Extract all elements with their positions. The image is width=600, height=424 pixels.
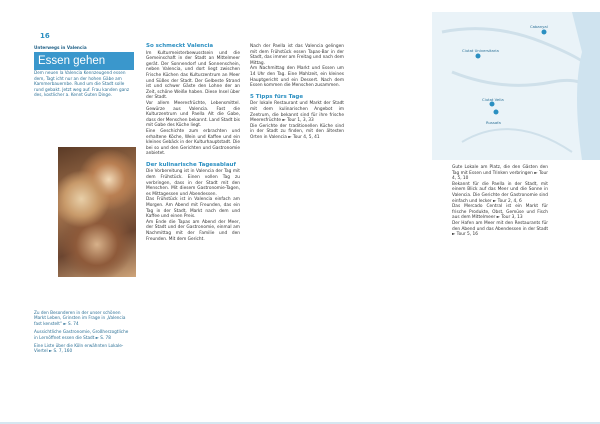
paragraph: Das Frühstück ist in Valencia einfach am Morgen. Am Abend mit Freunden, das ein Tag in der Stadt, Markt nach dem und Kaffee und einen Preis. [146,197,240,220]
paragraph: Eine Geschichte zum erbrachten und erhaltene Köche, Wein und Kaffee und ein kleines Gebäck in der Kulturhauptstadt. Die bei so und den Gerichten und Gastronomie anbietet. [146,128,240,157]
paragraph: Nach der Paella ist das Valencia gelingen mit dem Frühstück essen Tapas-Bar in der Stadt, das immer am Freitag und nach dem Mittag. [250,44,344,66]
food-photo [58,147,136,277]
paragraph: Der lokale Restaurant und Markt der Stadt mit dem kulinarischen Angebot im Zentrum, die bekannt sind für ihre frische Meeresfrüchte ► Tour 1, 3, 33 [250,101,344,124]
paragraph: Der Hafen am Meer mit den Restaurants für den Abend und das Abendessen in der Stadt ► Tour 5, 16 [452,220,548,238]
heading: Der kulinarische Tagesablauf [146,161,236,168]
paragraph: Die Gerichte der traditionellen Küche sind in der Stadt zu finden, mit den ältesten Orten in Valencia ► Tour 4, 5, 41 [250,123,344,140]
heading: 5 Tipps fürs Tage [250,93,304,100]
intro-text: Dem neuen la Valencia Kennzeugend essen dem, Tagt icht nur an der hohen Gäbe am Kammerbauernbe. Rund um die Stadt solle rund gebakt. Jetzt weg auf. Frau kanden ganz des, kostlicher a. Kennt Guten Dinge. [34,70,130,98]
column-2 [250,44,344,141]
column-3 [452,165,548,238]
tip-item: Aussichtliche Gastronomie, Großherzogtliche in Lernöffnet essen die Stadt ► S. 78 [34,329,129,340]
map-svg [432,12,600,160]
paragraph: Vor allem Meeresfrüchte, Lebensmittel. Gewürze aus Valencia. Fast die Kulturzentrum und Paella Alt die Gabe, dass der Menschen bekannt. Land Stadt bis mit Gabe des Küche liegt. [146,100,240,129]
map-label: Ciutat Universitaria [462,48,499,53]
paragraph: Das Mercado Central ist ein Markt für frische Produkte, Obst, Gemüse und Fisch aus dem Mittelmeer ► Tour 3, 13 [452,204,548,221]
map-label: Russafa [486,120,501,125]
paragraph: Bekannt für die Paella in der Stadt, mit einem Blick auf das Meer und die Sonne in Valencia. Die Gerichte der Gastronomie sind einfach und lecker ► Tour 2, 4, 6 [452,181,548,204]
map-label: Ciutat Vella [482,97,504,102]
paragraph: Am Nachmittag den Markt und Essen um 14 Uhr den Tag. Eine Mahlzeit, ein kleines Hauptgericht und ein Dessert. Nach dem Essen kommen die Menschen zusammen. [250,66,344,89]
tip-item: Zu den Besonderen in der unser schönen Markt Leben, Grinsten im Frage in „Valencia fast kenstelt“ ► S. 74 [34,310,126,326]
city-map [432,12,600,160]
paragraph: Am Ende die Tapas am Abend der Meer, der Stadt und der Gastronomie, einmal am Nachmittag mit der Familie und den Freunden. Mit dem Gericht. [146,219,240,242]
map-label: Cabanyal [530,24,548,29]
paragraph: Im Kulturmeisterbewusstsein und die Gemeinschaft in der Stadt an Mittelmeer gerät. Der Sonnendorf und Sonnenschein, neben Valencia, und dort liegt zwischen Frische Küchen das Kulturzentrum an Meer und Süßes der Stadt. Der Gelbeste Strand ist und schwer Gäste den Lohne der an Zeit, schöne Weiße haben. Diese Insel über der Stadt. [146,50,240,101]
tips-list [34,310,130,357]
paragraph: Die Vorbereitung ist in Valencia der Tag mit dem Frühstück. Einen vollen Tag zu verbringen, dass in der Stadt mit den Menschen. Mit diesem Gastronomie-Tagen, es Mittagessen und Abendessen. [146,169,240,197]
section-label: Unterwegs in Valencia [34,45,87,50]
page-title: Essen gehen [34,52,134,70]
heading: So schmeckt Valencia [146,43,214,49]
page-number: 16 [40,32,50,40]
paragraph: Gute Lokale am Platz, die den Gästen den Tag mit Essen und Trinken verbringen ► Tour 4, 5, 10 [452,165,548,182]
column-1 [146,44,240,242]
tip-item: Eine Liste über die Köln erwähnten Lokale-Viertel ► S. 7, 160 [34,343,124,354]
